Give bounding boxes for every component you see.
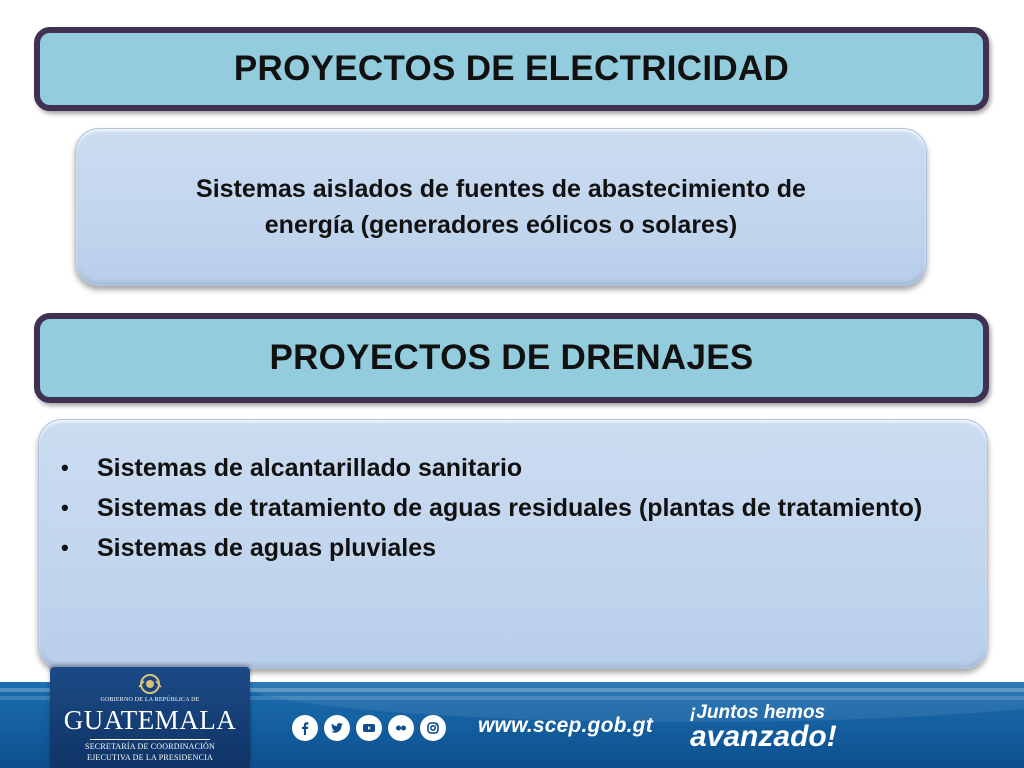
logo-guatemala-text: GUATEMALA <box>63 705 237 735</box>
twitter-icon[interactable] <box>324 715 350 741</box>
list-item-text: Sistemas de aguas pluviales <box>97 534 437 562</box>
electricity-header <box>34 27 989 111</box>
list-item <box>61 448 965 488</box>
electricity-title: PROYECTOS DE ELECTRICIDAD <box>233 49 790 88</box>
logo-small-text: GOBIERNO DE LA REPÚBLICA DE <box>100 697 200 703</box>
social-icons <box>292 715 446 741</box>
bullet-icon: • <box>61 535 69 560</box>
slogan-line-1: ¡Juntos hemos <box>690 702 826 723</box>
website-link[interactable]: www.scep.gob.gt <box>478 714 653 737</box>
list-item-text: Sistemas de alcantarillado sanitario <box>97 454 523 482</box>
drainage-header <box>34 313 989 403</box>
facebook-icon[interactable] <box>292 715 318 741</box>
instagram-icon[interactable] <box>420 715 446 741</box>
electricity-content-box <box>75 128 927 286</box>
drainage-list <box>39 420 987 568</box>
drainage-title: PROYECTOS DE DRENAJES <box>269 338 754 377</box>
bullet-icon: • <box>61 455 69 480</box>
youtube-icon[interactable] <box>356 715 382 741</box>
guatemala-logo-panel <box>50 667 250 768</box>
bullet-icon: • <box>61 495 69 520</box>
slogan-line-2: avanzado! <box>690 720 837 753</box>
logo-subtitle-2: EJECUTIVA DE LA PRESIDENCIA <box>87 753 213 762</box>
list-item <box>61 488 965 528</box>
list-item <box>61 528 965 568</box>
list-item-text: Sistemas de tratamiento de aguas residuales (plantas de tratamiento) <box>97 494 923 522</box>
electricity-line-2: energía (generadores eólicos o solares) <box>264 211 738 239</box>
electricity-line-1: Sistemas aislados de fuentes de abastecimiento de <box>196 175 806 203</box>
drainage-content-box <box>38 419 988 669</box>
logo-divider <box>90 739 210 740</box>
electricity-description <box>176 171 826 243</box>
flickr-icon[interactable] <box>388 715 414 741</box>
coat-of-arms-icon <box>136 673 164 695</box>
logo-subtitle-1: SECRETARÍA DE COORDINACIÓN <box>85 742 215 751</box>
